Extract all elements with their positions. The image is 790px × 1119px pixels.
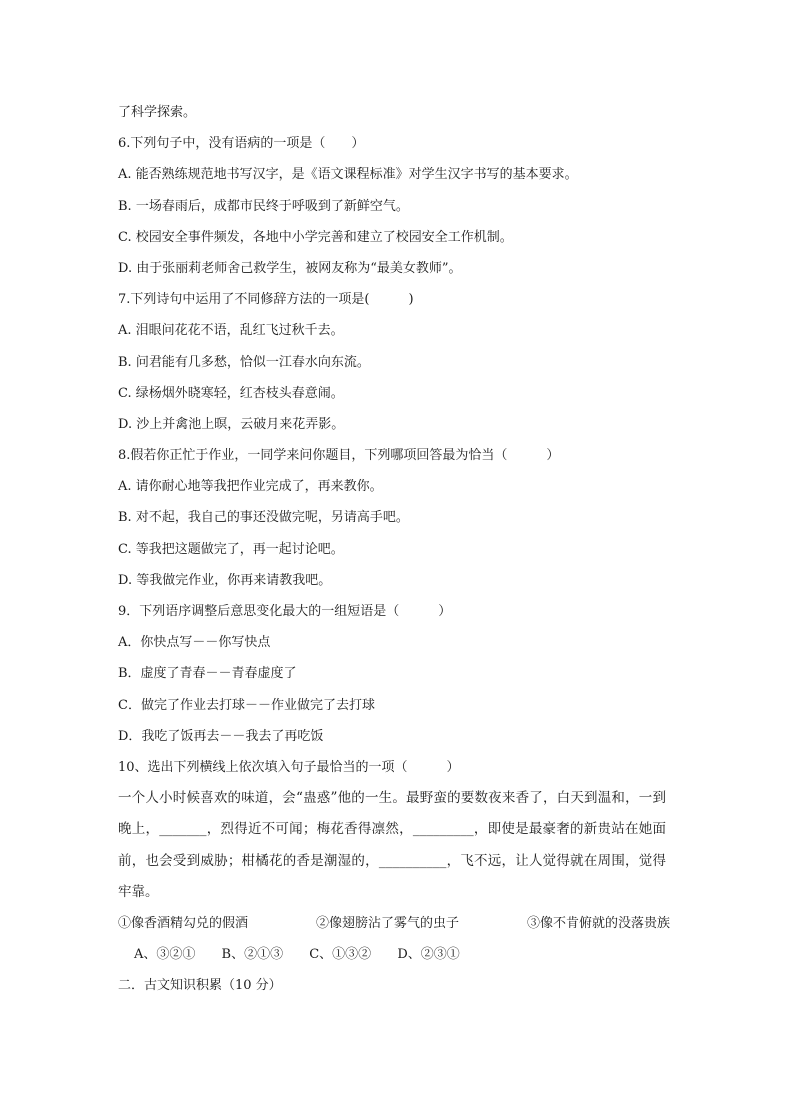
- choice-1: ①像香酒精勾兑的假酒: [118, 915, 249, 931]
- option-6a: A. 能否熟练规范地书写汉字，是《语文课程标准》对学生汉字书写的基本要求。: [118, 167, 578, 183]
- option-6d: D. 由于张丽莉老师舍己救学生，被网友称为“最美女教师”。: [118, 260, 462, 276]
- answer-c: C、①③②: [309, 947, 372, 963]
- answer-d: D、②③①: [397, 947, 460, 963]
- option-6b: B. 一场春雨后，成都市民终于呼吸到了新鲜空气。: [118, 198, 409, 214]
- option-7b: B. 问君能有几多愁，恰似一江春水向东流。: [118, 354, 370, 370]
- answer-b: B、②①③: [221, 947, 284, 963]
- option-8a: A. 请你耐心地等我把作业完成了，再来教你。: [118, 479, 383, 495]
- question-10: 10、选出下列横线上依次填入句子最恰当的一项（ ）: [118, 759, 460, 775]
- question-10-answers: [118, 939, 678, 970]
- choice-3: ③像不肯俯就的没落贵族: [526, 915, 670, 931]
- option-7d: D. 沙上并禽池上暝，云破月来花弄影。: [118, 416, 345, 432]
- question-6: 6.下列句子中，没有语病的一项是（ ）: [118, 136, 365, 152]
- option-9d: D．我吃了饭再去－－我去了再吃饭: [118, 728, 324, 744]
- question-10-choices: [118, 908, 670, 939]
- option-8c: C. 等我把这题做完了，再一起讨论吧。: [118, 541, 344, 557]
- text-line: 了科学探索。: [118, 105, 197, 120]
- option-9a: A．你快点写－－你写快点: [118, 635, 271, 651]
- question-10-passage: 一个人小时候喜欢的味道，会“蛊惑”他的一生。最野蛮的要数夜来香了，白天到温和，一到晚上，_______，烈得近不可闻；梅花香得凛然，_________，即使是最豪奢的新贵站在她面前，也会受到威胁；柑橘花的香是潮湿的，__________，飞不远，让人觉得就在周围，觉得牢靠。: [118, 790, 666, 900]
- option-8b: B. 对不起，我自己的事还没做完呢，另请高手吧。: [118, 510, 409, 526]
- question-9: 9．下列语序调整后意思变化最大的一组短语是（ ）: [118, 604, 452, 619]
- choice-2: ②像翅膀沾了雾气的虫子: [315, 915, 459, 931]
- answer-a: A、③②①: [134, 947, 196, 963]
- option-9c: C．做完了作业去打球－－作业做完了去打球: [118, 697, 375, 713]
- option-9b: B．虚度了青春－－青春虚度了: [118, 666, 297, 682]
- exam-page: [118, 97, 678, 1002]
- section-heading: 二．古文知识积累（10 分）: [118, 978, 282, 994]
- question-7: 7.下列诗句中运用了不同修辞方法的一项是( ): [118, 292, 414, 308]
- option-6c: C. 校园安全事件频发，各地中小学完善和建立了校园安全工作机制。: [118, 229, 513, 245]
- option-8d: D. 等我做完作业，你再来请教我吧。: [118, 572, 332, 588]
- option-7a: A. 泪眼问花花不语，乱红飞过秋千去。: [118, 323, 344, 339]
- option-7c: C. 绿杨烟外晓寒轻，红杏枝头春意闹。: [118, 385, 344, 401]
- question-8: 8.假若你正忙于作业，一同学来问你题目，下列哪项回答最为恰当（ ）: [118, 448, 560, 464]
